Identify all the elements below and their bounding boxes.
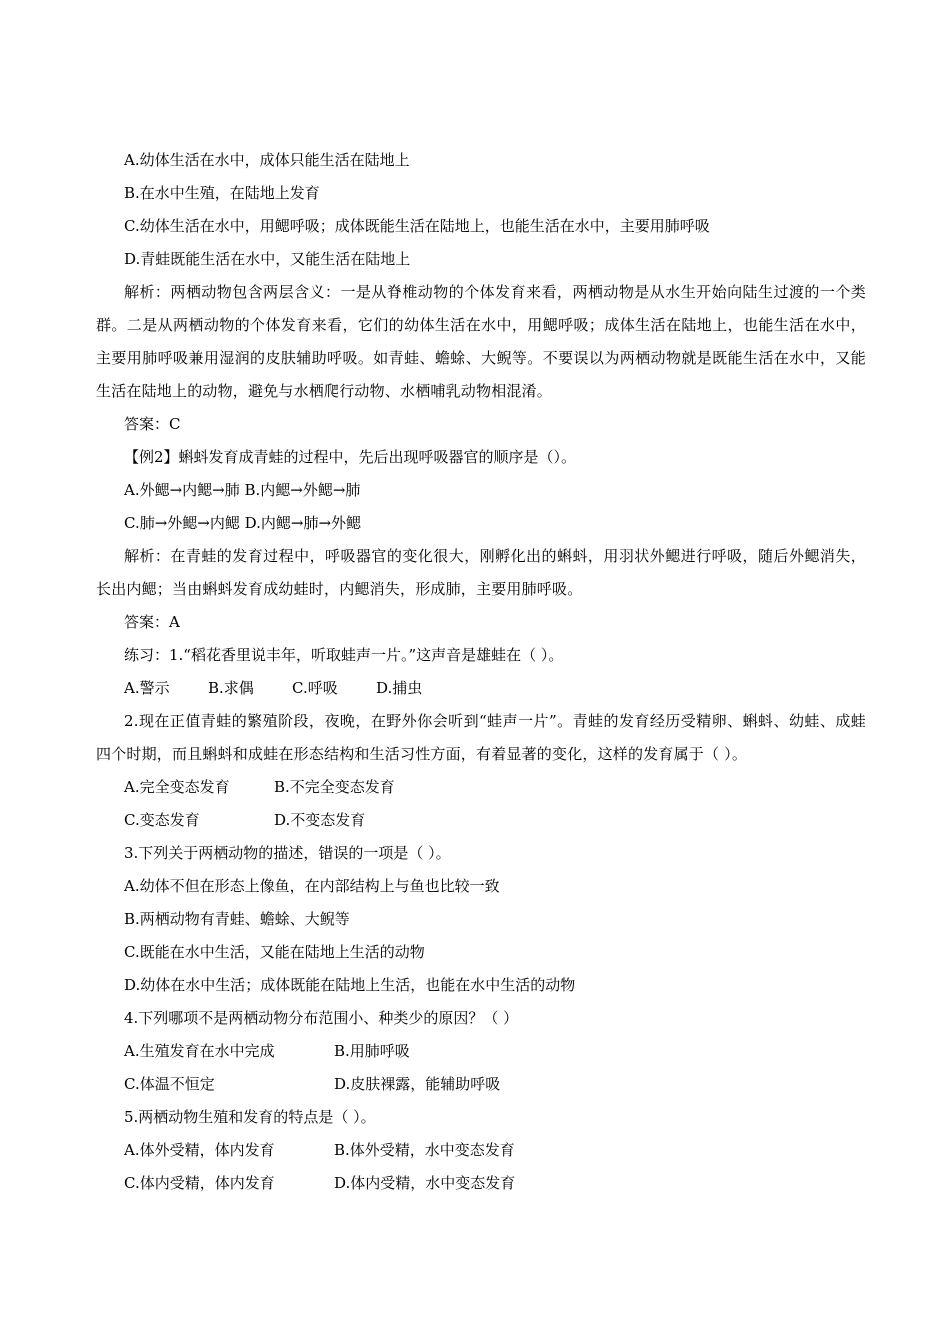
q2-options-line-1: A.外鳃→内鳃→肺 B.内鳃→外鳃→肺 xyxy=(124,481,361,499)
practice-4-option-a: A.生殖发育在水中完成 xyxy=(124,1042,275,1060)
practice-2-option-d: D.不变态发育 xyxy=(274,811,366,829)
q1-option-a: A.幼体生活在水中，成体只能生活在陆地上 xyxy=(124,151,410,169)
q1-option-d: D.青蛙既能生活在水中，又能生活在陆地上 xyxy=(124,250,411,268)
practice-1-option-b: B.求偶 xyxy=(208,679,254,697)
practice-1-option-d: D.捕虫 xyxy=(376,679,423,697)
practice-4-option-c: C.体温不恒定 xyxy=(124,1075,215,1093)
practice-4-options-row-2 xyxy=(96,1068,866,1101)
q2-stem: 【例2】蝌蚪发育成青蛙的过程中，先后出现呼吸器官的顺序是（）。 xyxy=(124,448,577,466)
practice-1-option-a: A.警示 xyxy=(124,679,170,697)
practice-2-option-a: A.完全变态发育 xyxy=(124,778,230,796)
practice-5-option-a: A.体外受精，体内发育 xyxy=(124,1141,275,1159)
practice-2-option-b: B.不完全变态发育 xyxy=(274,778,395,796)
practice-3-option-d: D.幼体在水中生活；成体既能在陆地上生活，也能在水中生活的动物 xyxy=(124,976,576,994)
practice-4-option-d: D.皮肤裸露，能辅助呼吸 xyxy=(334,1075,501,1093)
practice-4-stem: 4.下列哪项不是两栖动物分布范围小、种类少的原因？（ ） xyxy=(124,1009,519,1027)
q1-answer: 答案：C xyxy=(124,415,181,433)
document-content xyxy=(96,144,866,1200)
practice-5-stem: 5.两栖动物生殖和发育的特点是（ ）。 xyxy=(124,1108,376,1126)
practice-5-options-row-2 xyxy=(96,1167,866,1200)
practice-5-options-row-1 xyxy=(96,1134,866,1167)
practice-3-option-b: B.两栖动物有青蛙、蟾蜍、大鲵等 xyxy=(124,910,350,928)
q1-option-c: C.幼体生活在水中，用鳃呼吸；成体既能生活在陆地上，也能生活在水中，主要用肺呼吸 xyxy=(124,217,710,235)
practice-4-options-row-1 xyxy=(96,1035,866,1068)
practice-3-stem: 3.下列关于两栖动物的描述，错误的一项是（ ）。 xyxy=(124,844,451,862)
practice-3-option-c: C.既能在水中生活，又能在陆地上生活的动物 xyxy=(124,943,425,961)
q2-analysis: 解析：在青蛙的发育过程中，呼吸器官的变化很大，刚孵化出的蝌蚪，用羽状外鳃进行呼吸，随后外鳃消失，长出内鳃；当由蝌蚪发育成幼蛙时，内鳃消失，形成肺，主要用肺呼吸。 xyxy=(96,547,866,598)
q1-option-b: B.在水中生殖，在陆地上发育 xyxy=(124,184,320,202)
practice-2-options-row-1 xyxy=(96,771,866,804)
practice-2-options-row-2 xyxy=(96,804,866,837)
q1-analysis: 解析：两栖动物包含两层含义：一是从脊椎动物的个体发育来看，两栖动物是从水生开始向陆生过渡的一个类群。二是从两栖动物的个体发育来看，它们的幼体生活在水中，用鳃呼吸；成体生活在陆地上，也能生活在水中，主要用肺呼吸兼用湿润的皮肤辅助呼吸。如青蛙、蟾蜍、大鲵等。不要误以为两栖动物就是既能生活在水中，又能生活在陆地上的动物，避免与水栖爬行动物、水栖哺乳动物相混淆。 xyxy=(96,283,866,400)
q2-options-line-2: C.肺→外鳃→内鳃 D.内鳃→肺→外鳃 xyxy=(124,514,362,532)
practice-5-option-b: B.体外受精，水中变态发育 xyxy=(334,1141,515,1159)
practice-5-option-d: D.体内受精，水中变态发育 xyxy=(334,1174,516,1192)
practice-1-option-c: C.呼吸 xyxy=(292,679,338,697)
q2-answer: 答案：A xyxy=(124,613,180,631)
practice-5-option-c: C.体内受精，体内发育 xyxy=(124,1174,275,1192)
practice-1-stem: 练习：1.“稻花香里说丰年，听取蛙声一片。”这声音是雄蛙在（ ）。 xyxy=(124,646,564,664)
practice-1-options xyxy=(96,672,866,705)
practice-4-option-b: B.用肺呼吸 xyxy=(334,1042,410,1060)
practice-2-option-c: C.变态发育 xyxy=(124,811,200,829)
practice-3-option-a: A.幼体不但在形态上像鱼，在内部结构上与鱼也比较一致 xyxy=(124,877,500,895)
practice-2-stem: 2.现在正值青蛙的繁殖阶段，夜晚，在野外你会听到“蛙声一片”。青蛙的发育经历受精卵、蝌蚪、幼蛙、成蛙四个时期，而且蝌蚪和成蛙在形态结构和生活习性方面，有着显著的变化，这样的发育属于（ ）。 xyxy=(96,712,866,763)
